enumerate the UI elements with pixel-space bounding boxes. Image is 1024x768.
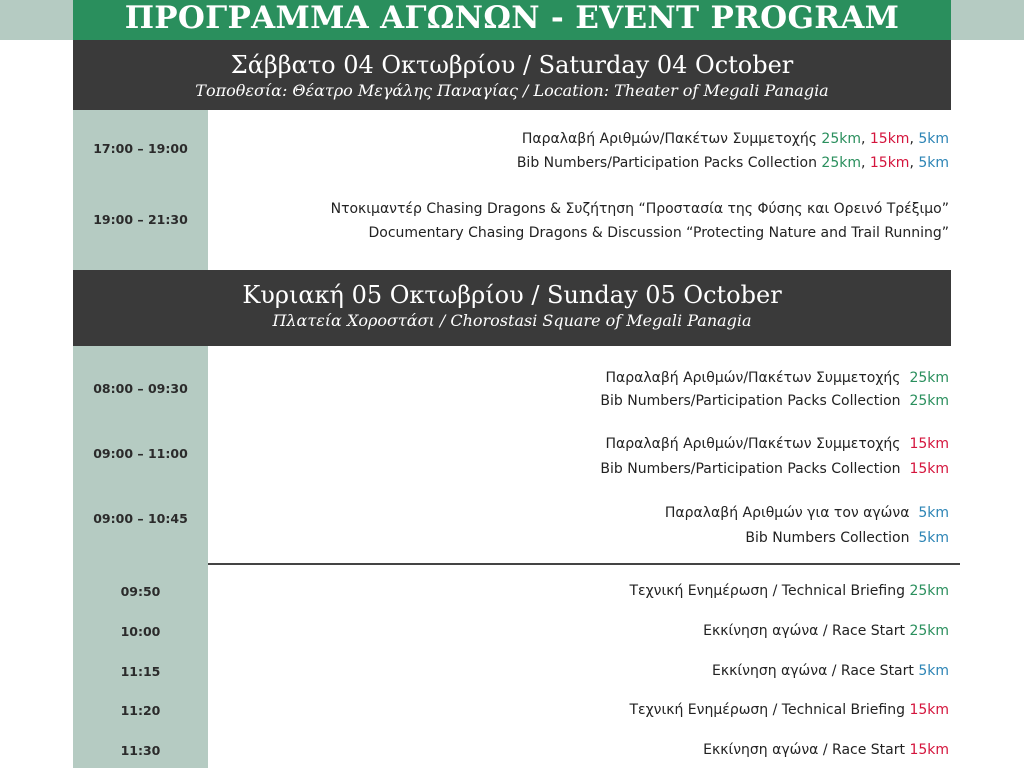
saturday-event-2-line-gr: Ντοκιμαντέρ Chasing Dragons & Συζήτηση “Προστασία της Φύσης και Ορεινό Τρέξιμο” — [330, 201, 949, 217]
sunday-collection-1-time: 08:00 – 09:30 — [93, 381, 188, 396]
sunday-collection-3-text-en: Bib Numbers Collection — [745, 530, 910, 546]
schedule-2-line — [703, 623, 949, 639]
sunday-collection-2-line-gr — [605, 436, 949, 452]
schedule-5-label: Εκκίνηση αγώνα / Race Start — [703, 742, 905, 758]
schedule-4-line — [629, 702, 949, 718]
distance-25km: 25km — [909, 623, 949, 639]
schedule-divider — [208, 563, 960, 565]
page-title: ΠΡΟΓΡΑΜΜΑ ΑΓΩΝΩΝ - EVENT PROGRAM — [73, 0, 951, 40]
distance-15km: 15km — [909, 742, 949, 758]
saturday-event-2-line-en: Documentary Chasing Dragons & Discussion “Protecting Nature and Trail Running” — [368, 225, 949, 241]
schedule-5-line — [703, 742, 949, 758]
distance-15km: 15km — [909, 436, 949, 452]
saturday-title: Σάββατο 04 Οκτωβρίου / Saturday 04 October — [230, 51, 794, 79]
schedule-3-line — [712, 663, 949, 679]
schedule-1-label: Τεχνική Ενημέρωση / Technical Briefing — [629, 583, 905, 599]
header-side-band-right — [951, 0, 1024, 40]
saturday-header — [73, 40, 951, 110]
distance-25km: 25km — [909, 370, 949, 386]
saturday-location: Τοποθεσία: Θέατρο Μεγάλης Παναγίας / Location: Theater of Megali Panagia — [195, 81, 829, 100]
schedule-3-label: Εκκίνηση αγώνα / Race Start — [712, 663, 914, 679]
saturday-event-1-text-en: Bib Numbers/Participation Packs Collection — [516, 155, 817, 171]
distance-5km: 5km — [918, 155, 949, 171]
sunday-collection-2-text-gr: Παραλαβή Αριθμών/Πακέτων Συμμετοχής — [605, 436, 901, 452]
distance-15km: 15km — [869, 131, 910, 147]
saturday-event-1-text-gr: Παραλαβή Αριθμών/Πακέτων Συμμετοχής — [521, 131, 817, 147]
schedule-1-time: 09:50 — [120, 584, 161, 599]
distance-15km: 15km — [909, 461, 949, 477]
saturday-event-1-line-en: Bib Numbers/Participation Packs Collection 25km, 15km, 5km — [516, 155, 949, 171]
sunday-collection-1-line-en — [600, 393, 949, 409]
schedule-4-time: 11:20 — [120, 703, 161, 718]
sunday-collection-2-line-en — [600, 461, 949, 477]
header-side-band-left — [0, 0, 73, 40]
sunday-collection-1-line-gr — [605, 370, 949, 386]
sunday-collection-1-text-gr: Παραλαβή Αριθμών/Πακέτων Συμμετοχής — [605, 370, 901, 386]
distance-25km: 25km — [909, 393, 949, 409]
schedule-4-label: Τεχνική Ενημέρωση / Technical Briefing — [629, 702, 905, 718]
sunday-collection-3-line-en — [745, 530, 949, 546]
distance-5km: 5km — [918, 505, 949, 521]
sunday-collection-3-line-gr — [665, 505, 949, 521]
saturday-event-1-line-gr: Παραλαβή Αριθμών/Πακέτων Συμμετοχής 25km, 15km, 5km — [521, 131, 949, 147]
sunday-collection-2-time: 09:00 – 11:00 — [93, 446, 188, 461]
distance-15km: 15km — [909, 702, 949, 718]
saturday-time-column — [73, 110, 208, 270]
sunday-collection-1-text-en: Bib Numbers/Participation Packs Collection — [600, 393, 901, 409]
schedule-2-label: Εκκίνηση αγώνα / Race Start — [703, 623, 905, 639]
distance-5km: 5km — [918, 131, 949, 147]
sunday-collection-3-time: 09:00 – 10:45 — [93, 511, 188, 526]
sunday-collection-3-text-gr: Παραλαβή Αριθμών για τον αγώνα — [664, 505, 910, 521]
schedule-3-time: 11:15 — [120, 664, 161, 679]
distance-15km: 15km — [869, 155, 910, 171]
sunday-collection-2-text-en: Bib Numbers/Participation Packs Collection — [600, 461, 901, 477]
distance-5km: 5km — [918, 663, 949, 679]
distance-25km: 25km — [821, 131, 861, 147]
saturday-event-1-time: 17:00 – 19:00 — [93, 141, 188, 156]
sunday-title: Κυριακή 05 Οκτωβρίου / Sunday 05 October — [242, 281, 782, 309]
sunday-location: Πλατεία Χοροστάσι / Chorostasi Square of Megali Panagia — [272, 311, 752, 330]
distance-25km: 25km — [909, 583, 949, 599]
distance-5km: 5km — [918, 530, 949, 546]
schedule-2-time: 10:00 — [120, 624, 161, 639]
sunday-header — [73, 270, 951, 346]
saturday-event-2-time: 19:00 – 21:30 — [93, 212, 188, 227]
distance-25km: 25km — [821, 155, 861, 171]
schedule-1-line — [629, 583, 949, 599]
schedule-5-time: 11:30 — [120, 743, 161, 758]
